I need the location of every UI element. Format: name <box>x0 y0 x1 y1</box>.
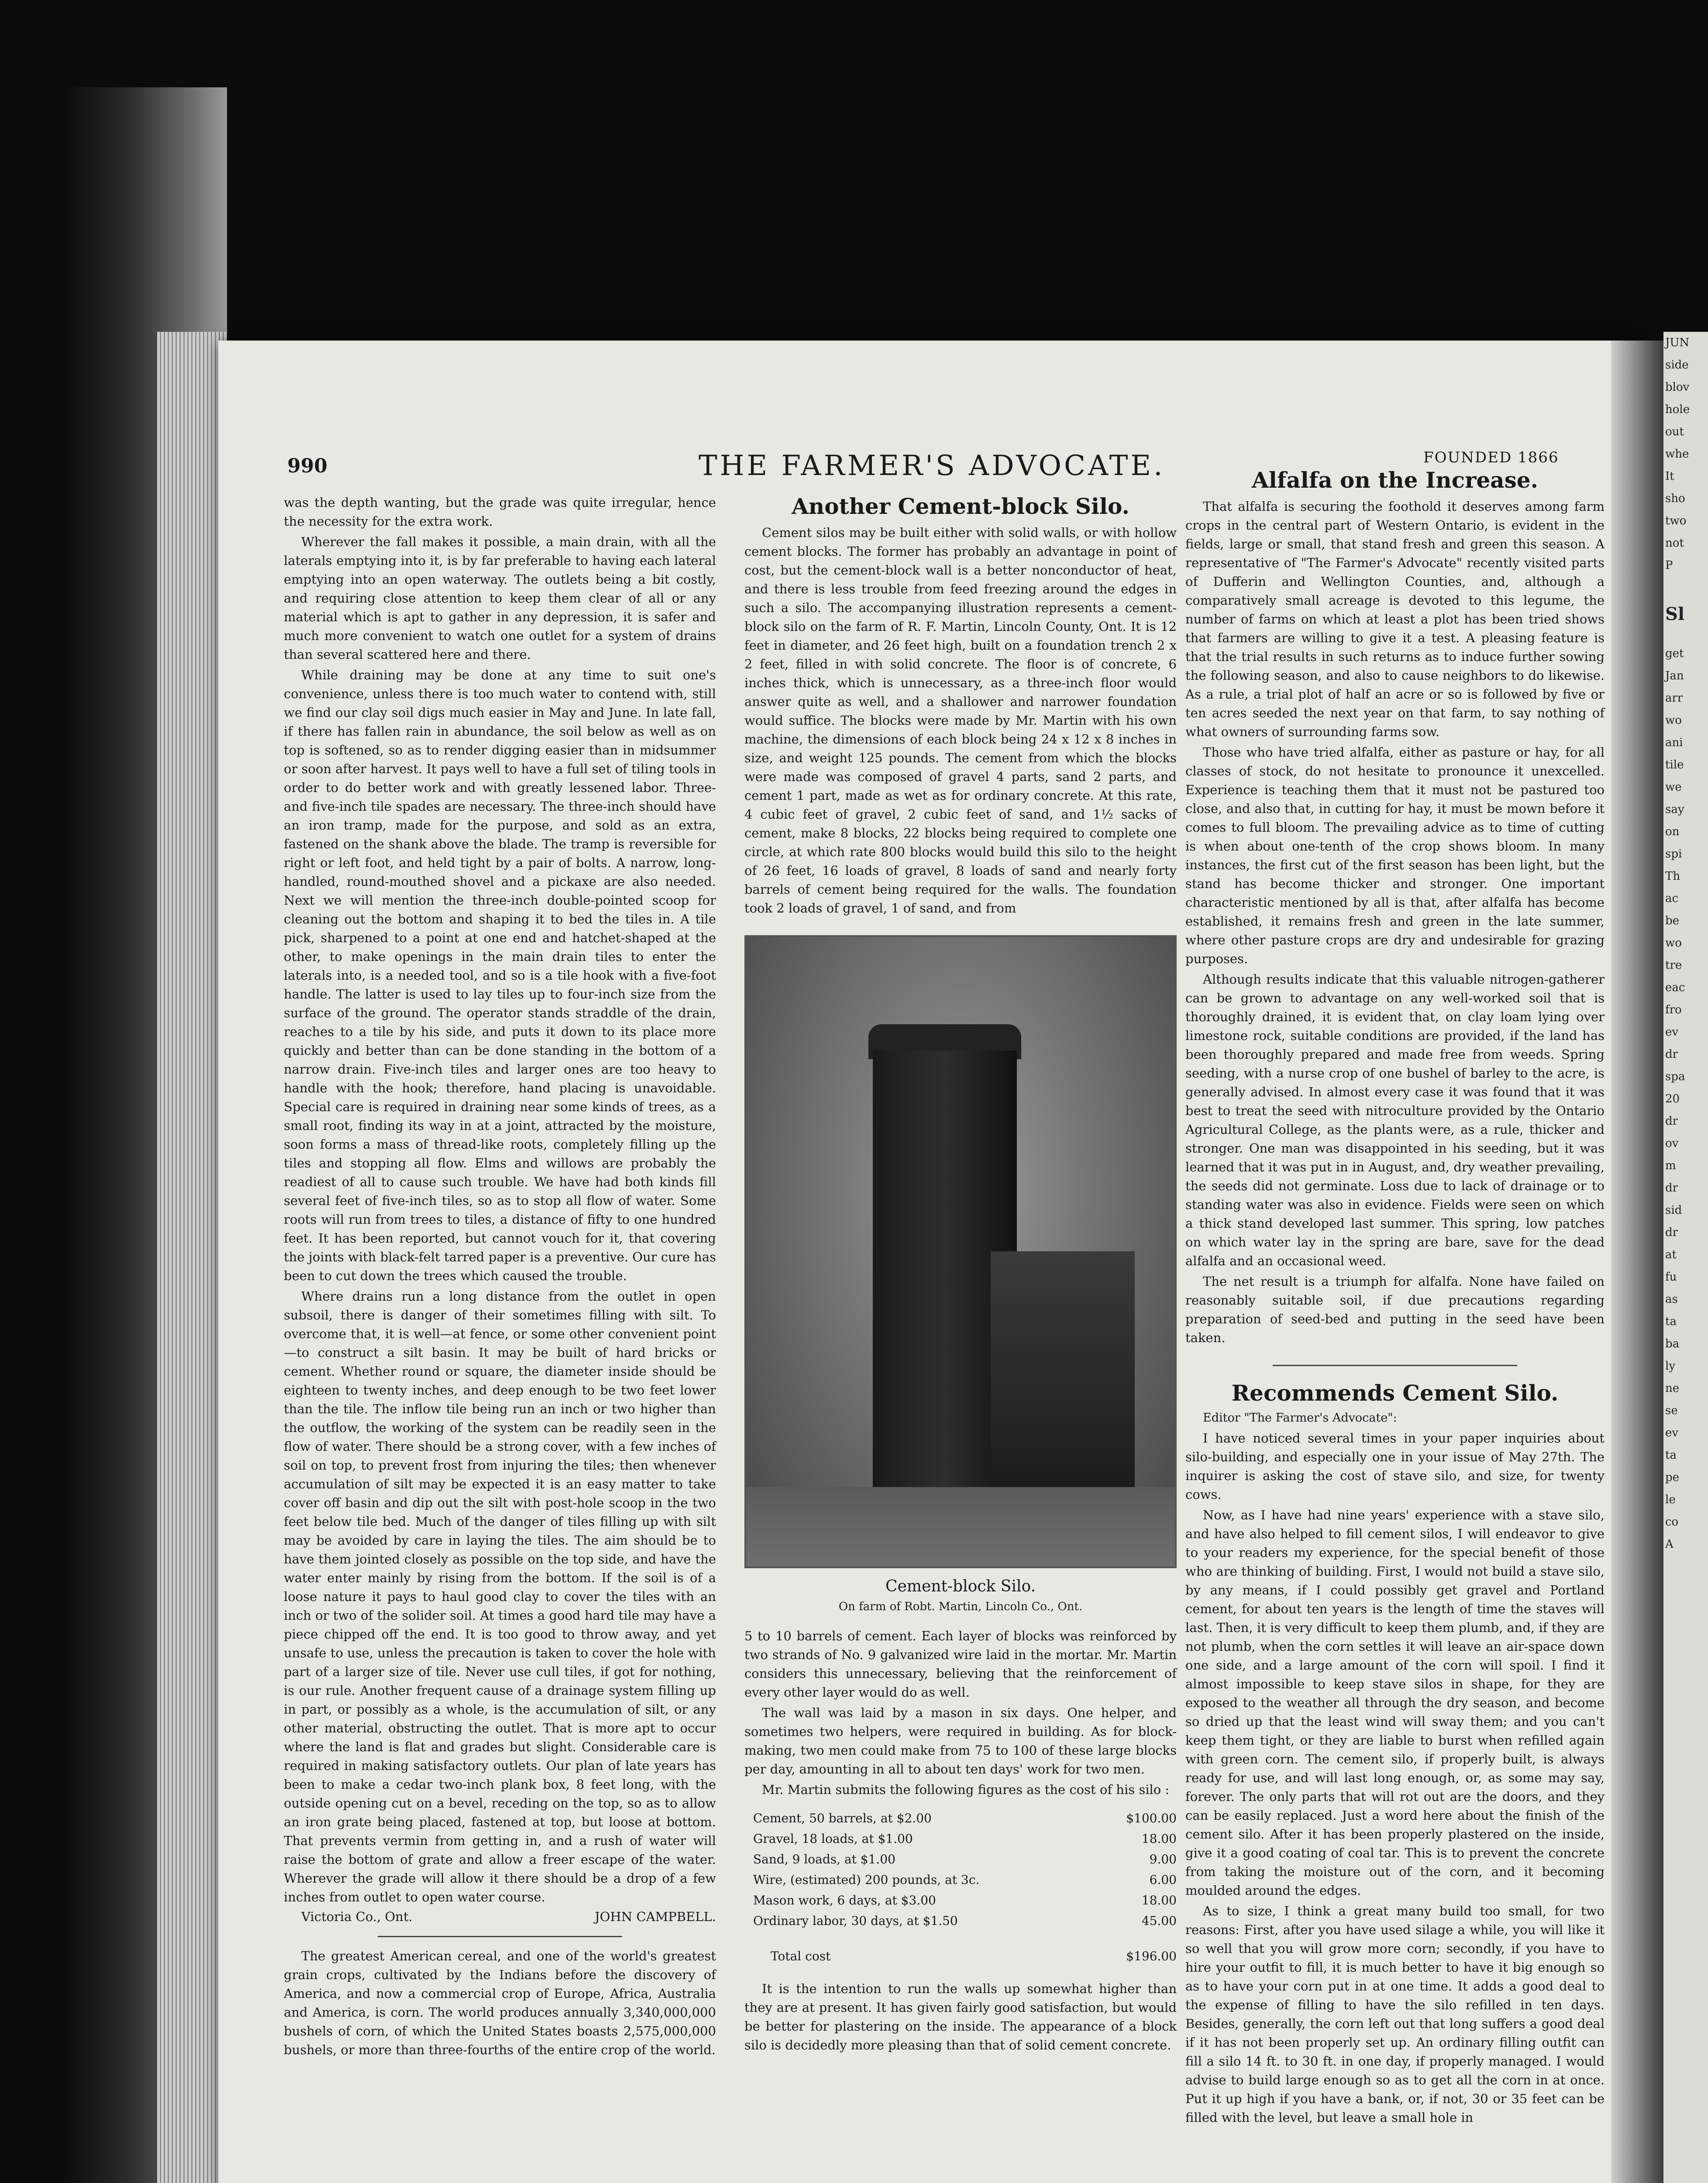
column-3 <box>1185 467 1605 2127</box>
adjacent-page-fragment-text: dr <box>1665 1181 1678 1195</box>
cost-amount: $100.00 <box>1126 1811 1177 1825</box>
adjacent-page-fragment-text: It <box>1665 470 1674 483</box>
cost-amount: 18.00 <box>1141 1832 1177 1846</box>
adjacent-page-fragment-text: ba <box>1665 1337 1680 1350</box>
adjacent-page-fragment-text: ov <box>1665 1137 1679 1150</box>
article-headline: Another Cement-block Silo. <box>792 493 1129 519</box>
signature-place: Victoria Co., Ont. <box>301 1909 413 1924</box>
adjacent-page-fragment-text: spi <box>1665 847 1682 861</box>
adjacent-page-fragment-text: be <box>1665 914 1680 927</box>
adjacent-page-fragment <box>1663 332 1708 2183</box>
adjacent-page-fragment-text: pe <box>1665 1471 1680 1484</box>
paragraph: Wherever the fall makes it possible, a main drain, with all the laterals emptying into it, is by far preferable to having each lateral emptying into an open waterway. The outlets being a bit costly, and requiring close attention to keep them clear of all or any material which is apt to gather in any depression, it is safer and much more convenient to watch one outlet for a system of drains than several scattered here and there. <box>284 534 716 662</box>
founded-line: FOUNDED 1866 <box>1423 449 1559 466</box>
column-1 <box>284 493 716 2059</box>
paragraph: 5 to 10 barrels of cement. Each layer of blocks was reinforced by two strands of No. 9 galvanized wire laid in the mortar. Mr. Martin considers this unnecessary, believing that the reinforcement of every other layer would do as well. <box>744 1629 1177 1700</box>
adjacent-page-fragment-text: we <box>1665 781 1682 794</box>
adjacent-page-fragment-text: hole <box>1665 403 1690 416</box>
paragraph: Those who have tried alfalfa, either as pasture or hay, for all classes of stock, do not hesitate to pronounce it unexcelled. Experience is teaching them that it must not be pastured too close, and also that, in cutting for hay, it must be mown before it comes to full bloom. The prevailing advice as to time of cutting is when about one-tenth of the crop shows bloom. In many instances, the first cut of the first season has been light, but the stand has become thicker and stronger. One important characteristic mentioned by all is that, after alfalfa has become established, it remains fresh and green in the late summer, where other pasture crops are dry and undesirable for grazing purposes. <box>1185 745 1605 966</box>
cost-amount: 45.00 <box>1141 1914 1177 1928</box>
paragraph: It is the intention to run the walls up somewhat higher than they are at present. It has given fairly good satisfaction, but would be better for plastering on the inside. The appearance of a block silo is decidedly more pleasing than that of solid cement concrete. <box>744 1981 1177 2052</box>
paragraph: Where drains run a long distance from the outlet in open subsoil, there is danger of their sometimes filling with silt. To overcome that, it is well—at fence, or some other convenient point—to construct a silt basin. It may be built of hard bricks or cement. Whether round or square, the diameter inside should be eighteen to twenty inches, and deep enough to be two feet lower than the tile. The inflow tile being run an inch or two higher than the outflow, the working of the system can be readily seen in the flow of water. There should be a strong cover, with a few inches of soil on top, to prevent frost from injuring the tiles; then whenever accumulation of silt may be expected it is an easy matter to take cover off basin and dip out the silt with post-hole scoop in the two feet below tile bed. Much of the danger of tiles filling up with silt may be avoided by care in laying the tiles. The aim should be to have them jointed closely as possible on the top side, and have the water enter mainly by rising from the bottom. If the soil is of a loose nature it pays to haul good clay to cover the tiles with an inch or two of the solider soil. At times a good hard tile may have a piece chipped off the end. It is too good to throw away, and yet unsafe to use, unless the precaution is taken to cover the hole with part of a larger size of tile. Never use cull tiles, if got for nothing, is our rule. Another frequent cause of a drainage system filling up in part, or possibly as a whole, is the accumulation of silt, or any other material, obstructing the outlet. That is more apt to occur where the land is flat and grades but slight. Considerable care is required in making satisfactory outlets. Our plan of late years has been to make a cedar two-inch plank box, 8 feet long, with the outside opening cut on a bevel, receding on the top, so as to allow an iron grate being placed, fastened at top, but loose at bottom. That prevents vermin from getting in, and a rush of water will raise the bottom of grate and allow a freer escape of the water. Wherever the grade will allow it there should be a drop of a few inches from outlet to open water course. <box>284 1289 716 1904</box>
figure-subcaption: On farm of Robt. Martin, Lincoln Co., Ont. <box>838 1600 1083 1613</box>
cost-amount: 18.00 <box>1141 1893 1177 1908</box>
adjacent-page-fragment-text: blov <box>1665 381 1690 394</box>
figure-caption: Cement-block Silo. <box>885 1577 1036 1595</box>
adjacent-page-fragment-text: Sl <box>1665 604 1685 624</box>
cost-amount: 6.00 <box>1149 1873 1177 1887</box>
adjacent-page-fragment-text: Th <box>1665 870 1680 883</box>
editor-line: Editor "The Farmer's Advocate": <box>1203 1411 1397 1425</box>
adjacent-page-fragment-text: eac <box>1665 981 1685 994</box>
paragraph: I have noticed several times in your paper inquiries about silo-building, and especially one in your issue of May 27th. The inquirer is asking the cost of stave silo, and size, for twenty cows. <box>1185 1431 1605 1502</box>
adjacent-page-fragment-text: tile <box>1665 758 1684 771</box>
masthead-title: THE FARMER'S ADVOCATE. <box>699 450 1165 482</box>
adjacent-page-fragment-text: co <box>1665 1515 1679 1529</box>
paragraph: As to size, I think a great many build too small, for two reasons: First, after you have used silage a while, you will like it so well that you will grow more corn; secondly, if you have to hire your outfit to fill, it is much better to have it big enough so as to have your corn put in at one time. It adds a good deal to the expense of filling to have the silo refilled in ten days. Besides, generally, the corn left out that long suffers a good deal if it has not been properly set up. An ordinary filling outfit can fill a silo 14 ft. to 30 ft. in one day, if properly managed. I would advise to build large enough so as to get all the corn in at once. Put it up high if you have a bank, or, if not, 30 or 35 feet can be filled with the level, but leave a small hole in <box>1185 1904 1605 2125</box>
divider-rule <box>1273 1365 1517 1366</box>
page-number: 990 <box>287 455 327 477</box>
book-page-edges <box>157 332 227 2183</box>
adjacent-page-fragment-text: wo <box>1665 937 1682 950</box>
cost-total-amount: $196.00 <box>1126 1949 1177 1963</box>
adjacent-page-fragment-text: arr <box>1665 692 1683 705</box>
adjacent-page-fragment-text: le <box>1665 1493 1676 1506</box>
adjacent-page-fragment-text: sid <box>1665 1204 1682 1217</box>
adjacent-page-fragment-text: out <box>1665 425 1684 438</box>
table-row <box>744 1870 1177 1890</box>
adjacent-page-fragment-text: sho <box>1665 492 1685 505</box>
adjacent-page-fragment-text: se <box>1665 1404 1678 1417</box>
newspaper-page <box>218 341 1637 2183</box>
adjacent-page-fragment-text: spa <box>1665 1070 1685 1083</box>
cost-label: Gravel, 18 loads, at $1.00 <box>753 1832 913 1846</box>
adjacent-page-fragment-text: at <box>1665 1248 1677 1261</box>
adjacent-page-fragment-text: dr <box>1665 1048 1678 1061</box>
cost-label: Wire, (estimated) 200 pounds, at 3c. <box>753 1873 980 1887</box>
cost-label: Mason work, 6 days, at $3.00 <box>753 1893 936 1908</box>
page-gutter-shadow <box>1611 341 1663 2183</box>
adjacent-page-fragment-text: as <box>1665 1293 1678 1306</box>
article-headline: Alfalfa on the Increase. <box>1252 467 1538 493</box>
cost-label: Ordinary labor, 30 days, at $1.50 <box>753 1914 958 1928</box>
table-row-total <box>744 1931 1177 1966</box>
adjacent-page-fragment-text: dr <box>1665 1115 1678 1128</box>
table-row <box>744 1828 1177 1849</box>
paragraph: That alfalfa is securing the foothold it deserves among farm crops in the central part of Western Ontario, is evident in the fields, large or small, that stand fresh and green this season. A representative of "The Farmer's Advocate" recently visited parts of Dufferin and Wellington Counties, and, although a comparatively small acreage is devoted to this legume, the number of farms on which at least a plot has been tried shows that farmers are willing to give it a test. A pleasing feature is that the trial results in such returns as to induce further sowing the following season, and also to cause neighbors to do likewise. As a rule, a trial plot of half an acre or so is followed by five or ten acres seeded the next year on that farm, to say nothing of what owners of surrounding farms sow. <box>1185 499 1605 739</box>
cost-total-label: Total cost <box>771 1949 831 1963</box>
adjacent-page-fragment-text: ac <box>1665 892 1679 905</box>
adjacent-page-fragment-text: ly <box>1665 1360 1676 1373</box>
adjacent-page-fragment-text: get <box>1665 647 1684 660</box>
paragraph: The net result is a triumph for alfalfa. None have failed on reasonably suitable soil, if due precautions regarding preparation of seed-bed and putting in the seed have been taken. <box>1185 1274 1605 1345</box>
adjacent-page-fragment-text: tre <box>1665 959 1682 972</box>
adjacent-page-fragment-text: Jan <box>1665 669 1684 682</box>
divider-rule <box>378 1936 622 1937</box>
adjacent-page-fragment-text: fu <box>1665 1271 1677 1284</box>
adjacent-page-fragment-text: JUN <box>1665 336 1690 349</box>
adjacent-page-fragment-text: not <box>1665 537 1684 550</box>
paragraph: While draining may be done at any time to suit one's convenience, unless there is too much water to contend with, still we find our clay soil digs much easier in May and June. In late fall, if there has fallen rain in abundance, the soil below as well as on top is softened, so as to render digging easier than in midsummer or soon after harvest. It pays well to have a full set of tiling tools in order to do better work and with greatly lessened labor. Three- and five-inch tile spades are necessary. The three-inch should have an iron tramp, made for the purpose, and sold as an extra, fastened on the shank above the blade. The tramp is reversible for right or left foot, and held tight by a pair of bolts. A narrow, long-handled, round-mouthed shovel and a pickaxe are also needed. Next we will mention the three-inch double-pointed scoop for cleaning out the bottom and shaping it to bed the tiles in. A tile pick, sharpened to a point at one end and hatchet-shaped at the other, to make openings in the main drain tiles to enter the laterals into, is a needed tool, and so is a tile hook with a five-foot handle. The latter is used to lay tiles up to four-inch size from the surface of the ground. The operator stands straddle of the drain, reaches to a tile by his side, and puts it down to its place more quickly and better than can be done standing in the bottom of a narrow drain. Five-inch tiles and larger ones are too heavy to handle with the hook; therefore, hand placing is unavoidable. Special care is required in draining near some kinds of trees, as a small root, finding its way in at a joint, attracted by the moisture, soon forms a mass of thread-like roots, completely filling up the tiles and stopping all flow. Elms and willows are probably the readiest of all to cause such trouble. We have had both kinds fill several feet of five-inch tiles, so as to stop all flow of water. Some roots will run from trees to tiles, a distance of fifty to one hundred feet. It has been reported, but cannot vouch for it, that covering the joints with black-felt tarred paper is a preventive. Our cure has been to cut down the trees which caused the trouble. <box>284 668 716 1283</box>
adjacent-page-fragment-text: A <box>1665 1538 1674 1551</box>
table-row <box>744 1890 1177 1911</box>
adjacent-page-fragment-text: whe <box>1665 448 1689 461</box>
paragraph: The wall was laid by a mason in six days. One helper, and sometimes two helpers, were required in building. As for block-making, two men could make from 75 to 100 of these large blocks per day, amounting in all to about ten days' work for two men. <box>744 1705 1177 1777</box>
adjacent-page-fragment-text: wo <box>1665 714 1682 727</box>
barn-shed <box>991 1251 1135 1487</box>
adjacent-page-text <box>1663 332 1708 1556</box>
adjacent-page-fragment-text: side <box>1665 358 1689 372</box>
adjacent-page-fragment-text: 20 <box>1665 1092 1680 1105</box>
adjacent-page-fragment-text: ani <box>1665 736 1683 749</box>
adjacent-page-fragment-text: two <box>1665 514 1687 527</box>
paragraph: Now, as I have had nine years' experience with a stave silo, and have also helped to fill cement silos, I will endeavor to give to your readers my experience, for the special benefit of those who are thinking of building. First, I would not build a stave silo, by any means, if I could possibly get gravel and Portland cement, for about ten years is the length of time the staves will last. Then, it is very difficult to keep them plumb, and, if they are not plumb, when the corn settles it will leave an air-space down one side, and a large amount of the corn will spoil. I find it almost impossible to keep stave silos in shape, for they are exposed to the weather all through the dry season, and become so dried up that the least wind will sway them; and you can't keep them tight, or they are liable to burst when refilled again with green corn. The cement silo, if properly built, is always ready for use, and will last long enough, or, as some may say, forever. The only parts that will rot out are the doors, and they can be easily replaced. Just a word here about the finish of the cement silo. After it has been properly plastered on the inside, give it a good coating of coal tar. This is to prevent the concrete from taking the moisture out of the corn, and it becoming moulded around the edges. <box>1185 1508 1605 1898</box>
adjacent-page-fragment-text: on <box>1665 825 1680 838</box>
article-headline: Recommends Cement Silo. <box>1231 1380 1559 1406</box>
paragraph: The greatest American cereal, and one of the world's greatest grain crops, cultivated by the Indians before the discovery of America, and now a commercial crop of Europe, Africa, Australia and America, is corn. The world produces annually 3,340,000,000 bushels of corn, of which the United States boasts 2,575,000,000 bushels, or more than three-fourths of the entire crop of the world. <box>284 1949 716 2057</box>
adjacent-page-fragment-text: P <box>1665 559 1673 572</box>
table-row <box>744 1911 1177 1931</box>
signature-line <box>284 1908 716 1926</box>
adjacent-page-fragment-text: ev <box>1665 1426 1679 1439</box>
ground <box>746 1487 1175 1567</box>
paragraph: was the depth wanting, but the grade was quite irregular, hence the necessity for the extra work. <box>284 495 716 529</box>
cost-label: Sand, 9 loads, at $1.00 <box>753 1852 895 1866</box>
adjacent-page-fragment-text: say <box>1665 803 1684 816</box>
paragraph: Cement silos may be built either with solid walls, or with hollow cement blocks. The former has probably an advantage in point of cost, but the cement-block wall is a better nonconductor of heat, and there is less trouble from feed freezing around the edges in such a silo. The accompanying illustration represents a cement-block silo on the farm of R. F. Martin, Lincoln County, Ont. It is 12 feet in diameter, and 26 feet high, built on a foundation trench 2 x 2 feet, filled in with solid concrete. The floor is of concrete, 6 inches thick, which is unnecessary, as a three-inch floor would answer quite as well, and a shallower and narrower foundation would suffice. The blocks were made by Mr. Martin with his own machine, the dimensions of each block being 24 x 12 x 8 inches in size, and weight 125 pounds. The cement from which the blocks were made was composed of gravel 4 parts, sand 2 parts, and cement 1 part, made as wet as for ordinary concrete. At this rate, 4 cubic feet of gravel, 2 cubic feet of sand, and 1½ sacks of cement, make 8 blocks, 22 blocks being required to complete one circle, at which rate 800 blocks would build this silo to the height of 26 feet, 16 loads of gravel, 8 loads of sand and nearly forty barrels of cement being required for the walls. The foundation took 2 loads of gravel, 1 of sand, and from <box>744 525 1177 916</box>
column-2 <box>744 493 1177 2055</box>
adjacent-page-fragment-text: m <box>1665 1159 1676 1172</box>
adjacent-page-fragment-text: ta <box>1665 1449 1677 1462</box>
paragraph: Mr. Martin submits the following figures as the cost of his silo : <box>762 1782 1170 1797</box>
adjacent-page-fragment-text: ta <box>1665 1315 1677 1328</box>
cost-amount: 9.00 <box>1149 1852 1177 1866</box>
adjacent-page-fragment-text: ev <box>1665 1026 1679 1039</box>
silo-photo <box>744 935 1177 1568</box>
adjacent-page-fragment-text: dr <box>1665 1226 1678 1239</box>
adjacent-page-fragment-text: ne <box>1665 1382 1680 1395</box>
adjacent-page-fragment-text: fro <box>1665 1003 1682 1016</box>
cost-table <box>744 1808 1177 1966</box>
table-row <box>744 1849 1177 1870</box>
paragraph: Although results indicate that this valuable nitrogen-gatherer can be grown to advantage on any well-worked soil that is thoroughly drained, it is evident that, on clay loam lying over limestone rock, suitable conditions are provided, if the land has been thoroughly prepared and made free from weeds. Spring seeding, with a nurse crop of one bushel of barley to the acre, is generally advised. In almost every case it was found that it was best to treat the seed with nitroculture provided by the Ontario Agricultural College, as the plants were, as a rule, thicker and stronger. One man was disappointed in his seeding, but it was learned that it was put in in August, and, dry weather prevailing, the seeds did not germinate. Loss due to lack of drainage or to standing water was also in evidence. Fields were seen on which a thick stand developed last summer. This spring, low patches on which water lay in the spring are bare, save for the dead alfalfa and an occasional weed. <box>1185 972 1605 1268</box>
signature-name: JOHN CAMPBELL. <box>595 1909 716 1924</box>
cost-label: Cement, 50 barrels, at $2.00 <box>753 1811 932 1825</box>
table-row <box>744 1808 1177 1828</box>
